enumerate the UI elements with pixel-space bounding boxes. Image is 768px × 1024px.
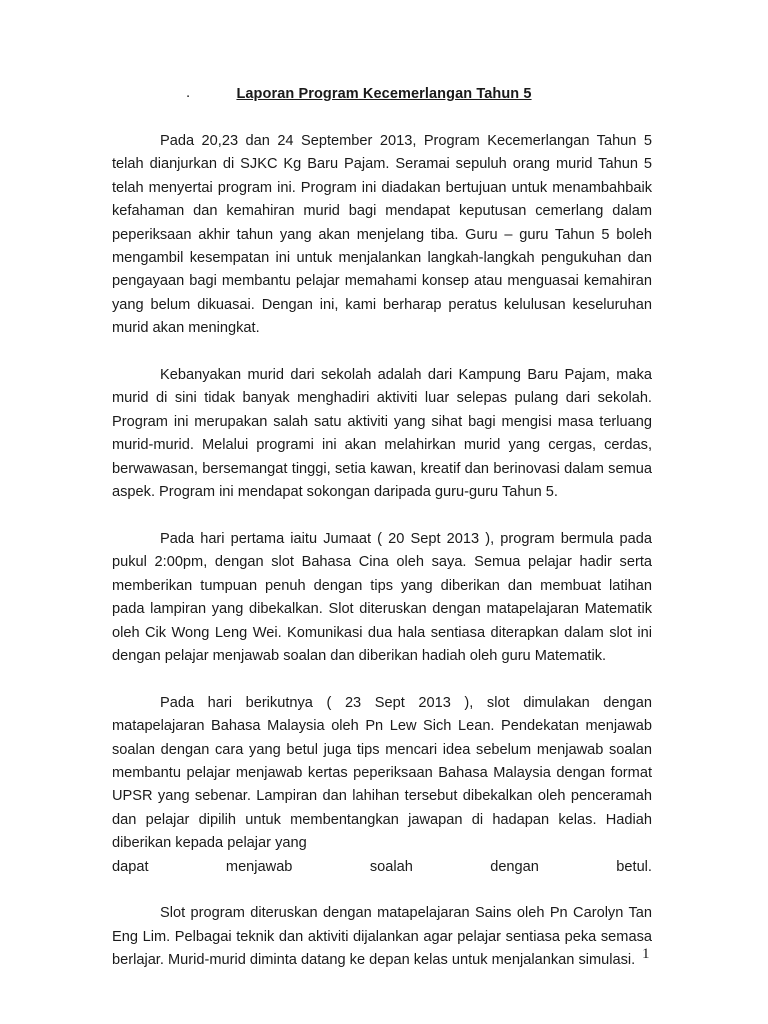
spread-word: menjawab <box>225 858 293 875</box>
paragraph-4-spread-line <box>112 856 652 879</box>
document-title-text: Laporan Program Kecemerlangan Tahun 5 <box>236 86 532 102</box>
page-number: 1 <box>642 946 650 962</box>
paragraph-4-block <box>112 692 652 879</box>
leading-mark: . <box>186 84 191 101</box>
spread-word: soalah <box>369 858 413 875</box>
paragraph-5: Slot program diteruskan dengan matapelajaran Sains oleh Pn Carolyn Tan Eng Lim. Pelbagai teknik dan aktiviti dijalankan agar pelajar sentiasa peka semasa berlajar. Murid-murid diminta datang ke depan kelas untuk menjalankan simulasi. <box>112 905 652 969</box>
document-title <box>0 86 768 102</box>
paragraph-2: Kebanyakan murid dari sekolah adalah dari Kampung Baru Pajam, maka murid di sini tidak banyak menghadiri aktiviti luar selepas pulang dari sekolah. Program ini merupakan salah satu aktiviti yang sihat bagi mengisi masa terluang murid-murid. Melalui programi ini akan melahirkan murid yang cergas, cerdas, berwawasan, bersemangat tinggi, setia kawan, kreatif dan berinovasi dalam semua aspek. Program ini mendapat sokongan daripada guru-guru Tahun 5. <box>112 367 652 501</box>
document-body <box>112 130 652 973</box>
spread-word: dapat <box>112 858 149 875</box>
paragraph-3: Pada hari pertama iaitu Jumaat ( 20 Sept 2013 ), program bermula pada pukul 2:00pm, dengan slot Bahasa Cina oleh saya. Semua pelajar hadir serta memberikan tumpuan penuh dengan tips yang diberikan dan membuat latihan pada lampiran yang dibekalkan. Slot diteruskan dengan matapelajaran Matematik oleh Cik Wong Leng Wei. Komunikasi dua hala sentiasa diterapkan dalam slot ini dengan pelajar menjawab soalan dan diberikan hadiah oleh guru Matematik. <box>112 530 652 664</box>
spread-word: dengan <box>490 858 539 875</box>
spread-word: betul. <box>616 858 652 875</box>
paragraph-4: Pada hari berikutnya ( 23 Sept 2013 ), slot dimulakan dengan matapelajaran Bahasa Malaysia oleh Pn Lew Sich Lean. Pendekatan menjawab soalan dengan cara yang betul juga tips mencari idea sebelum menjawab soalan membantu pelajar menjawab kertas peperiksaan Bahasa Malaysia dengan format UPSR yang sebenar. Lampiran dan lahihan tersebut dibekalkan oleh penceramah dan pelajar dipilih untuk membentangkan jawapan di hadapan kelas. Hadiah diberikan kepada pelajar yang <box>112 694 652 852</box>
paragraph-1: Pada 20,23 dan 24 September 2013, Program Kecemerlangan Tahun 5 telah dianjurkan di SJKC Kg Baru Pajam. Seramai sepuluh orang murid Tahun 5 telah menyertai program ini. Program ini diadakan bertujuan untuk menambahbaik kefahaman dan kemahiran murid bagi mendapat keputusan cemerlang dalam peperiksaan akhir tahun yang akan menjelang tiba. Guru – guru Tahun 5 boleh mengambil kesempatan ini untuk menjalankan langkah-langkah pengukuhan dan pengayaan bagi membantu pelajar memahami konsep atau menguasai kemahiran yang belum dikuasai. Dengan ini, kami berharap peratus kelulusan keseluruhan murid akan meningkat. <box>112 133 652 337</box>
